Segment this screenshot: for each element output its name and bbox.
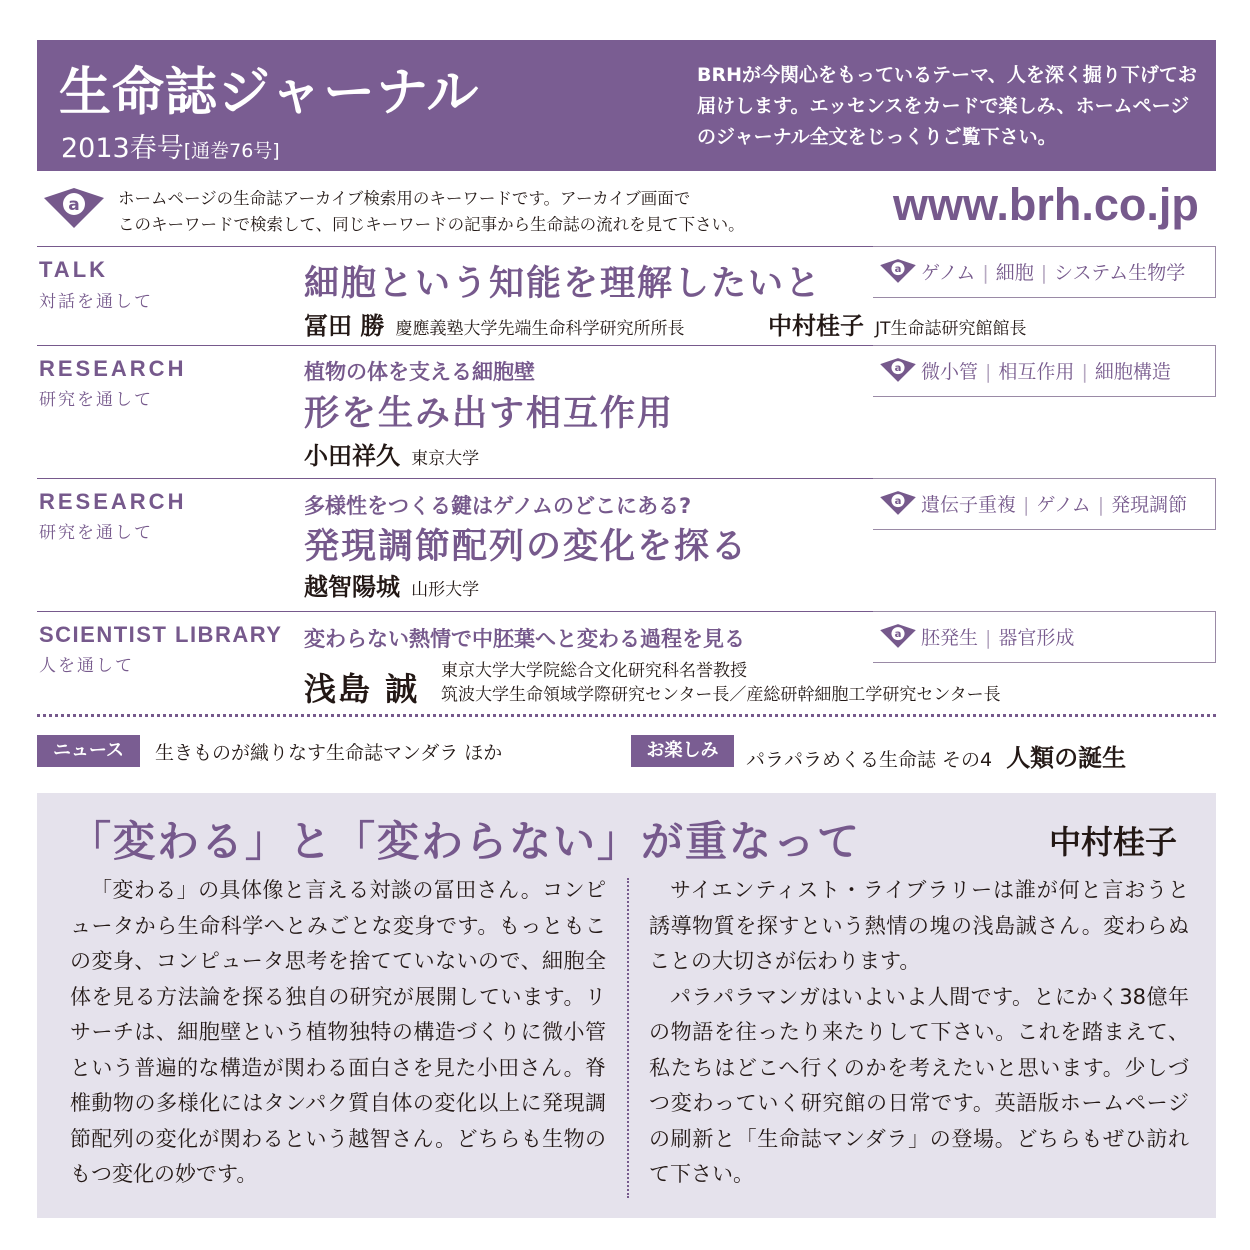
keyword-icon xyxy=(879,257,917,285)
category-jp: 研究を通して xyxy=(39,523,153,543)
category-jp: 研究を通して xyxy=(39,390,153,410)
svg-text:a: a xyxy=(68,195,80,215)
keyword-list: 遺伝子重複 | ゲノム | 発現調節 xyxy=(921,494,1188,516)
person-name: 中村桂子 xyxy=(768,312,864,340)
archive-keyword-icon xyxy=(42,186,106,230)
keyword[interactable]: ゲノム xyxy=(1036,494,1091,516)
article-people xyxy=(304,436,479,471)
person-affiliation: 山形大学 xyxy=(411,580,480,600)
keyword[interactable]: 細胞構造 xyxy=(1094,361,1171,383)
editorial-column-1 xyxy=(70,873,606,1193)
article-subtitle: 多様性をつくる鍵はゲノムのどこにある? xyxy=(304,494,692,518)
person-name: 越智陽城 xyxy=(304,573,400,601)
keyword-list: 微小管 | 相互作用 | 細胞構造 xyxy=(921,361,1171,383)
dotted-divider xyxy=(37,714,1216,717)
editorial-paragraph: 「変わる」の具体像と言える対談の冨田さん。コンピュータから生命科学へとみごとな変身です。もっともこの変身、コンピュータ思考を捨てていないので、細胞全体を見る方法論を探る独自の研究が展開しています。リサーチは、細胞壁という植物独特の構造づくりに微小管という普遍的な構造が関わる面白さを見た小田さん。脊椎動物の多様化にはタンパク質自体の変化以上に発現調節配列の変化が関わるという越智さん。どちらも生物のもつ変化の妙です。 xyxy=(70,878,606,1186)
keyword[interactable]: 微小管 xyxy=(921,361,979,383)
category-en: TALK xyxy=(39,257,109,282)
keyword-note-line2: このキーワードで検索して、同じキーワードの記事から生命誌の流れを見て下さい。 xyxy=(118,215,745,234)
issue-season: 2013春号 xyxy=(61,133,184,164)
keyword-icon xyxy=(879,489,917,517)
article-headline: 発現調節配列の変化を探る xyxy=(304,527,749,567)
article-subtitle: 変わらない熱情で中胚葉へと変わる過程を見る xyxy=(304,627,745,651)
keyword-icon xyxy=(879,356,917,384)
keyword-list: ゲノム | 細胞 | システム生物学 xyxy=(921,262,1186,284)
article-people-2 xyxy=(768,306,1027,341)
keyword-box xyxy=(873,611,1216,663)
editorial-author: 中村桂子 xyxy=(1049,823,1178,861)
editorial-panel xyxy=(37,793,1216,1218)
fun-text xyxy=(746,738,1126,773)
article-headline: 形を生み出す相互作用 xyxy=(304,394,675,434)
category-en: RESEARCH xyxy=(39,489,187,514)
svg-text:a: a xyxy=(894,496,902,508)
keyword-box xyxy=(873,246,1216,298)
journal-title: 生命誌ジャーナル xyxy=(59,63,480,123)
editorial-paragraph: サイエンティスト・ライブラリーは誰が何と言おうと誘導物質を探すという熱情の塊の浅島誠さん。変わらぬことの大切さが伝わります。 xyxy=(649,878,1189,973)
person-name: 小田祥久 xyxy=(304,442,400,470)
keyword[interactable]: 胚発生 xyxy=(921,627,979,649)
keyword-note xyxy=(118,186,818,238)
fun-tag: お楽しみ xyxy=(631,735,734,767)
journal-header xyxy=(37,40,1216,171)
article-subtitle: 植物の体を支える細胞壁 xyxy=(304,360,535,384)
news-tag: ニュース xyxy=(37,735,140,767)
keyword[interactable]: 遺伝子重複 xyxy=(921,494,1017,516)
keyword-note-line1: ホームページの生命誌アーカイブ検索用のキーワードです。アーカイブ画面で xyxy=(118,189,691,208)
person-affiliation: 筑波大学生命領域学際研究センター長／産総研幹細胞工学研究センター長 xyxy=(441,685,1001,705)
divider xyxy=(37,246,873,247)
category-en: RESEARCH xyxy=(39,356,187,381)
editorial-paragraph: パラパラマンガはいよいよ人間です。とにかく38億年の物語を往ったり来たりして下さい。これを踏まえて、私たちはどこへ行くのかを考えたいと思います。少しづつ変わっていく研究館の日常です。英語版ホームページの刷新と「生命誌マンダラ」の登場。どちらもぜひ訪れて下さい。 xyxy=(649,984,1189,1186)
category-en: SCIENTIST LIBRARY xyxy=(39,622,283,647)
article-headline: 細胞という知能を理解したいと xyxy=(304,264,823,304)
keyword[interactable]: ゲノム xyxy=(921,262,976,284)
fun-text-main: パラパラめくる生命誌 その4 xyxy=(746,749,993,771)
article-people xyxy=(304,567,479,602)
editorial-title: 「変わる」と「変わらない」が重なって xyxy=(69,817,862,866)
article-people xyxy=(304,306,684,341)
svg-text:a: a xyxy=(894,629,902,641)
keyword[interactable]: 相互作用 xyxy=(998,361,1075,383)
keyword-box xyxy=(873,345,1216,397)
keyword-list: 胚発生 | 器官形成 xyxy=(921,627,1075,649)
fun-text-bold: 人類の誕生 xyxy=(1006,744,1127,772)
keyword[interactable]: システム生物学 xyxy=(1054,262,1186,284)
column-divider xyxy=(627,878,629,1198)
keyword[interactable]: 細胞 xyxy=(995,262,1034,284)
news-text: 生きものが織りなす生命誌マンダラ ほか xyxy=(155,742,503,764)
svg-text:a: a xyxy=(894,363,902,375)
person-name: 冨田 勝 xyxy=(304,312,385,340)
keyword-icon xyxy=(879,622,917,650)
issue-label xyxy=(61,126,280,165)
keyword[interactable]: 器官形成 xyxy=(998,627,1075,649)
category-jp: 人を通して xyxy=(39,656,134,676)
person-affiliation: 慶應義塾大学先端生命科学研究所所長 xyxy=(395,319,685,339)
keyword[interactable]: 発現調節 xyxy=(1111,494,1188,516)
website-url[interactable]: www.brh.co.jp xyxy=(893,179,1199,230)
person-name: 浅島 誠 xyxy=(304,670,420,708)
person-affiliation: 東京大学 xyxy=(411,449,480,469)
person-affiliation: JT生命誌研究館館長 xyxy=(875,319,1027,339)
keyword-box xyxy=(873,478,1216,530)
editorial-column-2 xyxy=(649,873,1189,1193)
category-jp: 対話を通して xyxy=(39,292,153,312)
person-affiliation: 東京大学大学院総合文化研究科名誉教授 xyxy=(441,661,747,681)
svg-text:a: a xyxy=(894,264,902,276)
header-intro: BRHが今関心をもっているテーマ、人を深く掘り下げてお届けします。エッセンスをカードで楽しみ、ホームページのジャーナル全文をじっくりご覧下さい。 xyxy=(697,64,1197,148)
issue-volume: [通巻76号] xyxy=(183,140,280,162)
